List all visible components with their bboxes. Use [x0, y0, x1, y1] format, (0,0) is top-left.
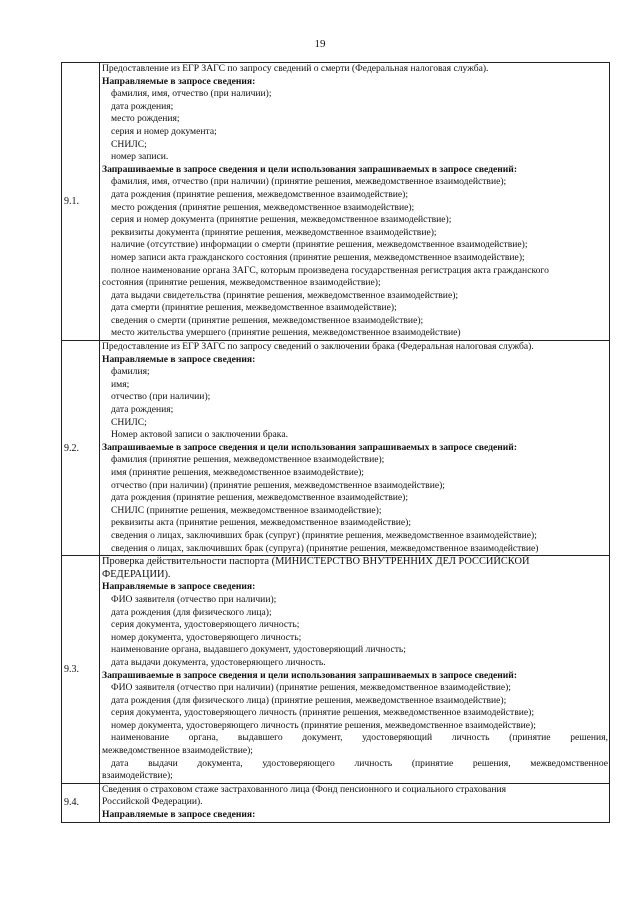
list-item: отчество (при наличии); [111, 391, 211, 403]
list-item: номер записи акта гражданского состояния (принятие решения, межведомственное взаимодействие); [111, 251, 525, 263]
list-item: фамилия; [111, 366, 150, 378]
list-item: дата рождения (для физического лица) (принятие решения, межведомственное взаимодействие); [111, 694, 507, 706]
table-row [62, 783, 610, 822]
list-item: фамилия (принятие решения, межведомственное взаимодействие); [111, 454, 385, 466]
row-number: 9.2. [62, 341, 100, 556]
list-item: дата рождения (принятие решения, межведомственное взаимодействие); [111, 492, 408, 504]
row-content [100, 63, 610, 341]
list-item: имя; [111, 378, 130, 390]
row-title: Предоставление из ЕГР ЗАГС по запросу сведений о заключении брака (Федеральная налоговая служба). [102, 341, 534, 353]
list-item: СНИЛС (принятие решения, межведомственное взаимодействие); [111, 504, 382, 516]
row-content [100, 783, 610, 822]
list-item: место рождения; [111, 113, 180, 125]
list-item: СНИЛС; [111, 138, 147, 150]
list-item: фамилия, имя, отчество (при наличии); [111, 88, 272, 100]
sent-heading: Направляемые в запросе сведения: [102, 353, 256, 365]
row-number: 9.1. [62, 63, 100, 341]
list-item: место рождения (принятие решения, межведомственное взаимодействие); [111, 201, 415, 213]
sent-heading: Направляемые в запросе сведения: [102, 75, 256, 87]
sent-heading: Направляемые в запросе сведения: [102, 809, 256, 821]
list-item: ФИО заявителя (отчество при наличии); [111, 593, 277, 605]
list-item: реквизиты акта (принятие решения, межведомственное взаимодействие); [111, 517, 412, 529]
list-item: дата рождения (принятие решения, межведомственное взаимодействие); [111, 188, 408, 200]
list-item: серия документа, удостоверяющего личность; [111, 619, 300, 631]
list-item: номер документа, удостоверяющего личность (принятие решения, межведомственное взаимодействие); [111, 719, 536, 731]
list-item-continuation: межведомственное взаимодействие); [102, 745, 253, 757]
list-item: наименование органа, выдавшего документ, удостоверяющий личность (принятие решения, [111, 732, 608, 744]
list-item: дата рождения; [111, 404, 174, 416]
list-item: сведения о смерти (принятие решения, межведомственное взаимодействие); [111, 314, 424, 326]
list-item: наличие (отсутствие) информации о смерти (принятие решения, межведомственное взаимодействие); [111, 239, 528, 251]
list-item: номер документа, удостоверяющего личность; [111, 631, 302, 643]
row-title: Предоставление из ЕГР ЗАГС по запросу сведений о смерти (Федеральная налоговая служба). [102, 63, 489, 74]
list-item: серия и номер документа; [111, 125, 217, 137]
page-number: 19 [314, 38, 326, 50]
list-item: сведения о лицах, заключивших брак (супруга) (принятие решения, межведомственное взаимодействие) [111, 542, 539, 554]
list-item: имя (принятие решения, межведомственное взаимодействие); [111, 467, 364, 478]
requests-table [61, 62, 610, 823]
row-title: Проверка действительности паспорта (МИНИСТЕРСТВО ВНУТРЕННИХ ДЕЛ РОССИЙСКОЙ [102, 556, 530, 568]
list-item: СНИЛС; [111, 416, 147, 428]
list-item: серия документа, удостоверяющего личность (принятие решения, межведомственное взаимодействие); [111, 707, 535, 719]
list-item: дата рождения; [111, 100, 174, 112]
list-item: сведения о лицах, заключивших брак (супруг) (принятие решения, межведомственное взаимодействие); [111, 529, 537, 541]
list-item: дата выдачи документа, удостоверяющего личность. [111, 656, 326, 668]
list-item: ФИО заявителя (отчество при наличии) (принятие решения, межведомственное взаимодействие); [111, 682, 511, 694]
list-item: полное наименование органа ЗАГС, которым произведена государственная регистрация акта гражданского [111, 264, 549, 276]
requested-heading: Запрашиваемые в запросе сведения и цели использования запрашиваемых в запросе сведений: [102, 163, 518, 175]
row-number: 9.4. [62, 783, 100, 822]
list-item: отчество (при наличии) (принятие решения, межведомственное взаимодействие); [111, 479, 445, 491]
list-item: реквизиты документа (принятие решения, межведомственное взаимодействие); [111, 226, 437, 238]
row-title-continuation: Российской Федерации). [102, 796, 203, 808]
list-item: дата выдачи документа, удостоверяющего личность (принятие решения, межведомственное [111, 757, 608, 769]
list-item: Номер актовой записи о заключении брака. [111, 429, 288, 441]
list-item: место жительства умершего (принятие решения, межведомственное взаимодействие) [111, 327, 461, 339]
list-item: дата смерти (принятие решения, межведомственное взаимодействие); [111, 302, 397, 314]
row-content [100, 341, 610, 556]
list-item-continuation: взаимодействие); [102, 770, 173, 782]
list-item: дата рождения (для физического лица); [111, 606, 272, 618]
list-item: номер записи. [111, 151, 169, 163]
row-number: 9.3. [62, 556, 100, 784]
list-item-continuation: состояния (принятие решения, межведомственное взаимодействие); [102, 277, 381, 289]
row-title-continuation: ФЕДЕРАЦИИ). [102, 568, 171, 580]
requested-heading: Запрашиваемые в запросе сведения и цели использования запрашиваемых в запросе сведений: [102, 669, 518, 681]
sent-heading: Направляемые в запросе сведения: [102, 581, 256, 593]
table-row [62, 341, 610, 556]
row-content [100, 556, 610, 784]
table-row [62, 63, 610, 341]
row-title: Сведения о страховом стаже застрахованного лица (Фонд пенсионного и социального страхования [102, 783, 507, 795]
list-item: дата выдачи свидетельства (принятие решения, межведомственное взаимодействие); [111, 289, 459, 301]
table-row [62, 556, 610, 784]
list-item: наименование органа, выдавшего документ, удостоверяющий личность; [111, 644, 406, 656]
requested-heading: Запрашиваемые в запросе сведения и цели использования запрашиваемых в запросе сведений: [102, 441, 518, 453]
list-item: фамилия, имя, отчество (при наличии) (принятие решения, межведомственное взаимодействие); [111, 176, 507, 188]
list-item: серия и номер документа (принятие решения, межведомственное взаимодействие); [111, 214, 452, 226]
